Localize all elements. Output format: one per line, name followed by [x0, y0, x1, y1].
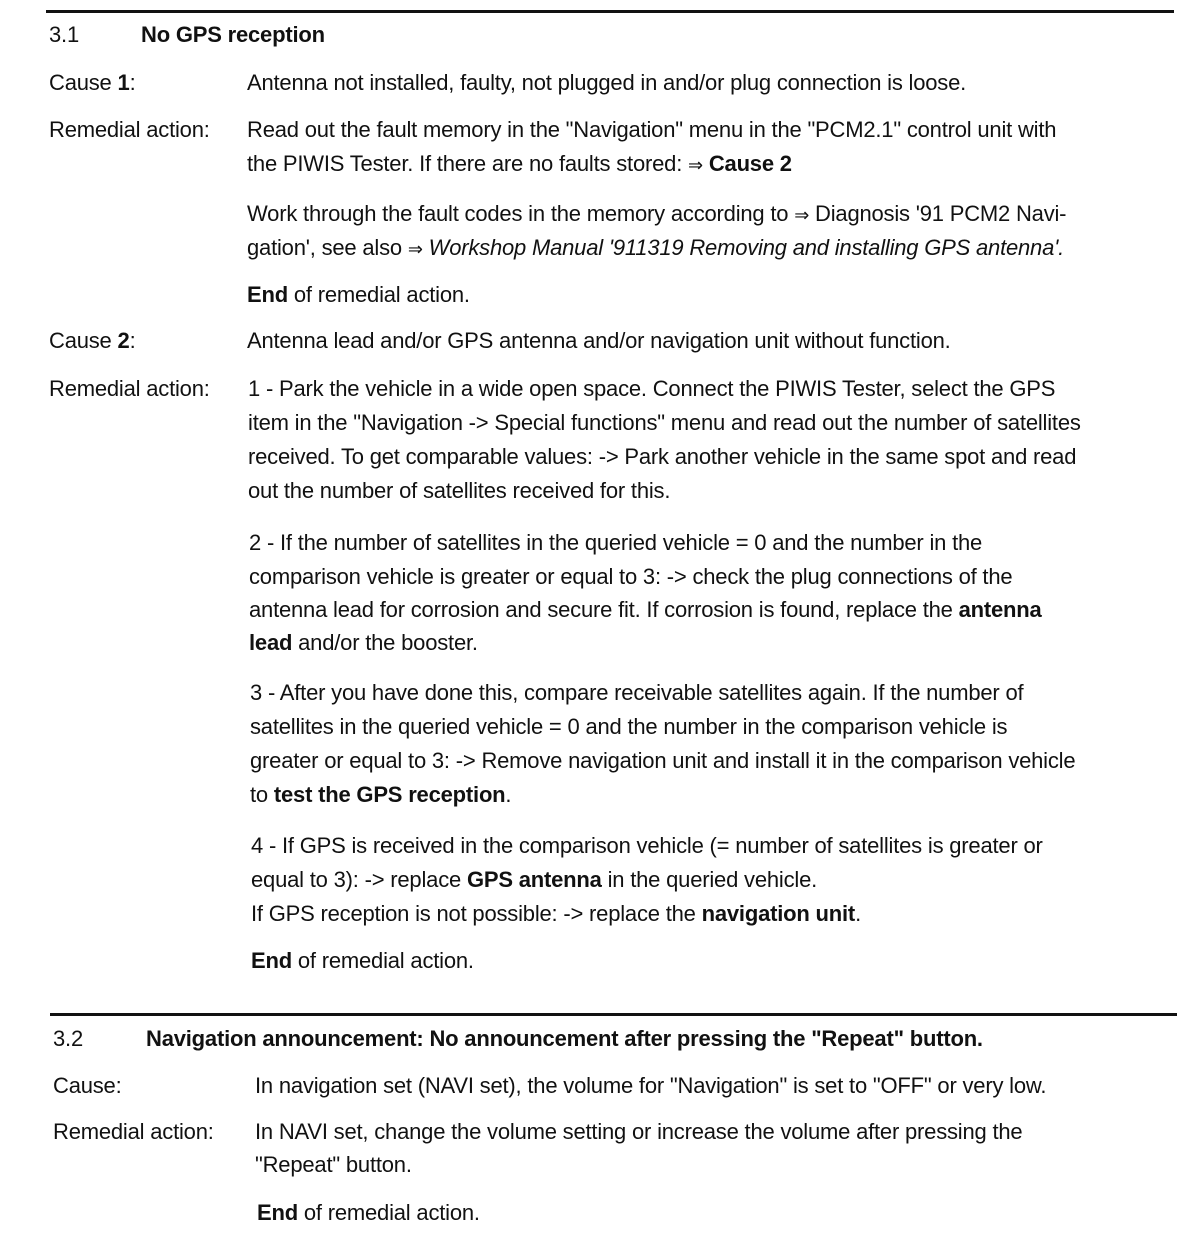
section-number: 3.1: [49, 22, 79, 47]
cause-label-text: Cause: [49, 70, 118, 95]
step-2-line: 2 - If the number of satellites in the queried vehicle = 0 and the number in the: [249, 530, 983, 555]
section-divider: [50, 1013, 1177, 1016]
remedial-label: Remedial action:: [49, 117, 210, 142]
section-title: No GPS reception: [141, 22, 325, 47]
step-4-line: 4 - If GPS is received in the comparison vehicle (= number of satellites is greater or: [251, 833, 1043, 858]
step-4-line: [251, 897, 861, 931]
step-1-line: out the number of satellites received for this.: [248, 478, 671, 503]
cause-label: Cause:: [53, 1073, 122, 1098]
end-text: of remedial action.: [291, 948, 474, 973]
cross-reference-arrow-icon: ⇒: [688, 155, 703, 176]
step-2-line: [249, 626, 478, 660]
end-keyword: End: [257, 1200, 298, 1225]
cause-number: 2: [117, 328, 130, 353]
remedial-line-text: gation', see also: [247, 235, 408, 260]
step-3-line: satellites in the queried vehicle = 0 and the number in the comparison vehicle is: [250, 714, 1008, 739]
end-text: of remedial action.: [287, 282, 470, 307]
step-1-line: received. To get comparable values: -> Park another vehicle in the same spot and read: [248, 444, 1077, 469]
section-number: 3.2: [53, 1026, 83, 1051]
remedial-line: [247, 231, 1064, 267]
cause-text: In navigation set (NAVI set), the volume for "Navigation" is set to "OFF" or very low.: [255, 1073, 1047, 1098]
step-4-line: [251, 863, 817, 897]
step-4-bold: GPS antenna: [466, 867, 602, 892]
remedial-line: In NAVI set, change the volume setting or increase the volume after pressing the: [255, 1119, 1023, 1144]
step-4-bold: navigation unit: [701, 901, 856, 926]
workshop-manual-reference[interactable]: Workshop Manual '911319 Removing and installing GPS antenna'.: [428, 235, 1065, 260]
cause-label-colon: :: [129, 328, 136, 353]
step-4-text: in the queried vehicle.: [601, 867, 818, 892]
cross-reference-arrow-icon: ⇒: [407, 239, 423, 260]
step-2-text: antenna lead for corrosion and secure fit. If corrosion is found, replace the: [249, 597, 959, 622]
step-3-line: [250, 778, 511, 812]
cause-text: Antenna lead and/or GPS antenna and/or navigation unit without function.: [247, 328, 951, 353]
step-1-line: 1 - Park the vehicle in a wide open space. Connect the PIWIS Tester, select the GPS: [248, 376, 1056, 401]
step-3-bold: test the GPS reception: [273, 782, 506, 807]
diagnosis-reference[interactable]: Diagnosis '91 PCM2 Navi-: [809, 201, 1067, 226]
cross-reference-arrow-icon: ⇒: [794, 205, 810, 226]
step-4-text: equal to 3): -> replace: [251, 867, 467, 892]
step-2-line: comparison vehicle is greater or equal to 3: -> check the plug connections of the: [249, 564, 1013, 589]
section-divider-top: [46, 10, 1174, 13]
cause-2-link[interactable]: Cause 2: [708, 151, 792, 176]
remedial-line-text: the PIWIS Tester. If there are no faults stored:: [247, 151, 689, 176]
step-4-text: .: [855, 901, 861, 926]
step-3-line: 3 - After you have done this, compare receivable satellites again. If the number of: [250, 680, 1024, 705]
end-text: of remedial action.: [297, 1200, 480, 1225]
remedial-label: Remedial action:: [49, 376, 210, 401]
remedial-label: Remedial action:: [53, 1119, 214, 1144]
remedial-line-text: Work through the fault codes in the memory according to: [247, 201, 795, 226]
end-keyword: End: [247, 282, 288, 307]
end-keyword: End: [251, 948, 292, 973]
cause-label-colon: :: [129, 70, 136, 95]
section-title: Navigation announcement: No announcement after pressing the "Repeat" button.: [146, 1026, 983, 1051]
end-of-remedial-action: [251, 944, 474, 978]
step-3-text: to: [250, 782, 274, 807]
step-4-text: If GPS reception is not possible: -> replace the: [251, 901, 702, 926]
step-2-line: [249, 593, 1042, 627]
cause-label: [49, 324, 135, 358]
end-of-remedial-action: [257, 1196, 480, 1230]
step-1-line: item in the "Navigation -> Special functions" menu and read out the number of satellites: [248, 410, 1081, 435]
step-3-line: greater or equal to 3: -> Remove navigation unit and install it in the comparison vehicle: [250, 748, 1076, 773]
cause-label: [49, 66, 135, 100]
remedial-line: [247, 197, 1066, 233]
remedial-line: "Repeat" button.: [255, 1152, 412, 1177]
step-3-text: .: [505, 782, 512, 807]
step-2-bold: lead: [249, 630, 293, 655]
step-2-text: and/or the booster.: [292, 630, 478, 655]
cause-number: 1: [117, 70, 130, 95]
cause-text: Antenna not installed, faulty, not plugged in and/or plug connection is loose.: [247, 70, 967, 95]
end-of-remedial-action: [247, 278, 470, 312]
step-2-bold: antenna: [958, 597, 1042, 622]
remedial-line: Read out the fault memory in the "Navigation" menu in the "PCM2.1" control unit with: [247, 117, 1057, 142]
cause-label-text: Cause: [49, 328, 118, 353]
remedial-line: [247, 147, 792, 183]
